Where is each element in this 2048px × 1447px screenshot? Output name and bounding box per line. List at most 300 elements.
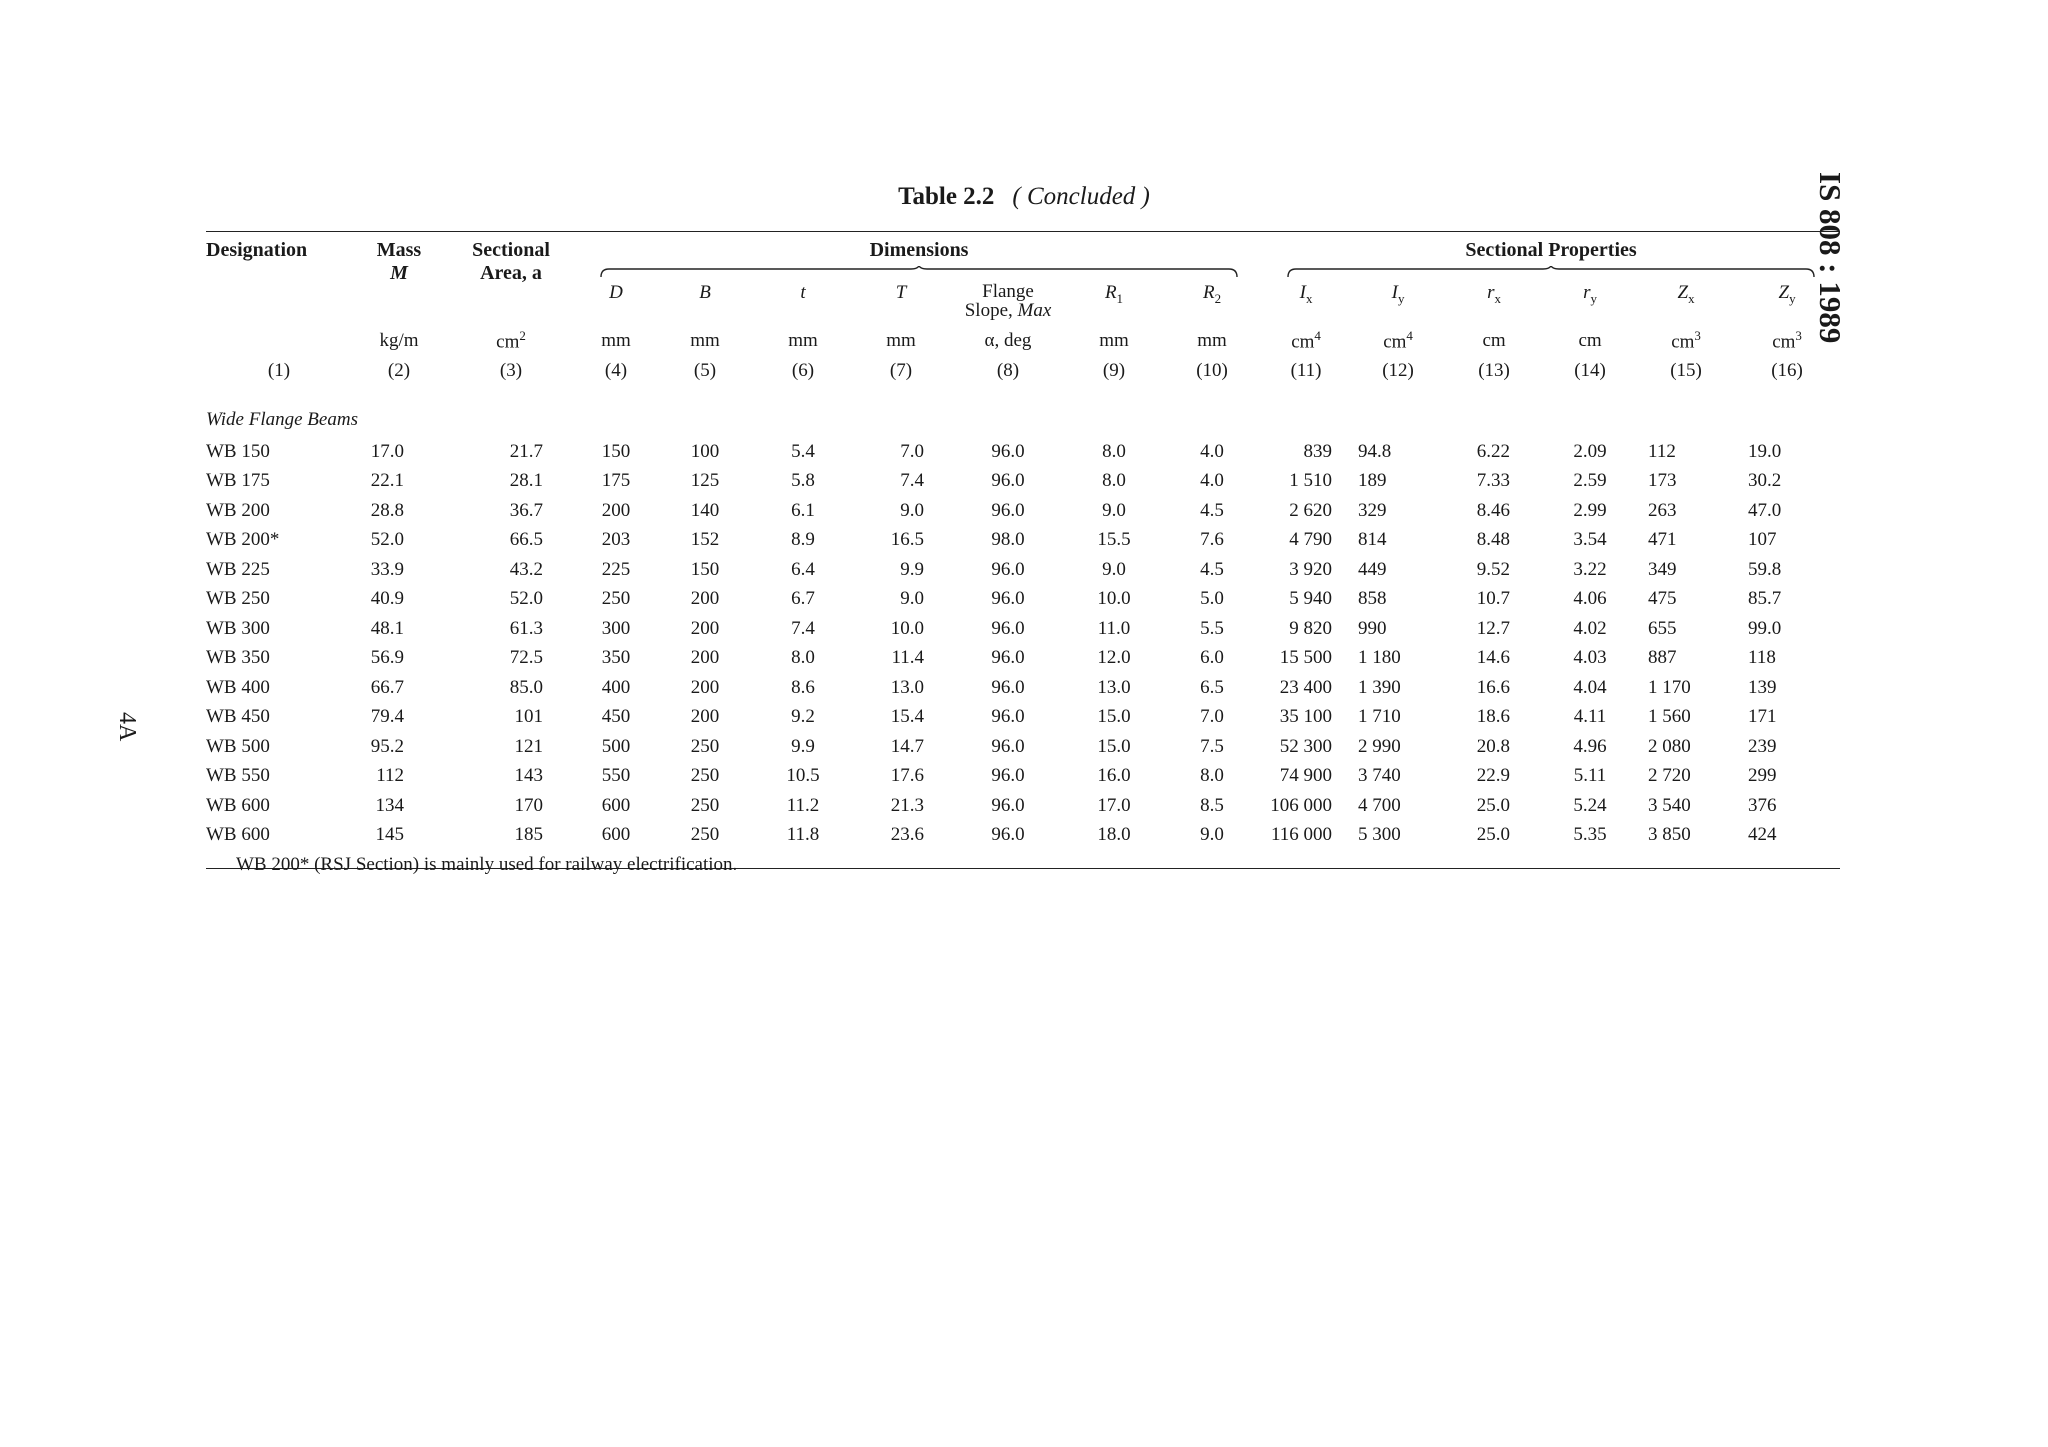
cell-col-13: 22.9 — [1476, 765, 1511, 787]
cell-col-3: 36.7 — [509, 499, 543, 521]
cell-col-15: 263 — [1648, 499, 1677, 521]
cell-col-6: 8.0 — [791, 647, 815, 669]
cell-designation: WB 200* — [206, 529, 280, 551]
cell-col-10: 5.0 — [1200, 588, 1224, 610]
cell-col-7: 23.6 — [890, 824, 924, 846]
cell-col-7: 21.3 — [890, 794, 924, 816]
standard-identifier: IS 808 : 1989 — [1813, 172, 1848, 344]
cell-col-16: 376 — [1748, 794, 1777, 816]
table-row — [206, 526, 1840, 556]
table-row — [206, 791, 1840, 821]
cell-col-3: 143 — [514, 765, 543, 787]
cell-col-13: 7.33 — [1476, 470, 1511, 492]
cell-col-5: 250 — [690, 735, 720, 757]
cell-col-16: 99.0 — [1748, 617, 1782, 639]
cell-col-12: 4 700 — [1358, 794, 1401, 816]
header-row-units — [206, 326, 1840, 356]
cell-col-8: 96.0 — [991, 735, 1025, 757]
cell-col-12: 814 — [1358, 529, 1387, 551]
header-rx: $r_x$ — [1487, 282, 1501, 306]
cell-col-7: 16.5 — [890, 529, 924, 551]
cell-col-16: 47.0 — [1748, 499, 1782, 521]
cell-col-8: 96.0 — [991, 706, 1025, 728]
column-number-11: (11) — [1290, 360, 1322, 381]
cell-col-2: 56.9 — [370, 647, 404, 669]
cell-col-5: 250 — [690, 794, 720, 816]
table-row — [206, 703, 1840, 733]
cell-col-2: 95.2 — [370, 735, 404, 757]
cell-col-13: 10.7 — [1476, 588, 1511, 610]
cell-col-14: 2.09 — [1573, 440, 1607, 462]
table-title-note: ( Concluded ) — [1012, 183, 1150, 210]
cell-col-3: 101 — [514, 706, 543, 728]
cell-col-14: 4.04 — [1573, 676, 1607, 698]
cell-designation: WB 250 — [206, 588, 270, 610]
column-number-6: (6) — [791, 360, 815, 381]
table-body — [206, 386, 1840, 850]
cell-col-11: 106 000 — [1270, 794, 1333, 816]
cell-col-3: 185 — [514, 824, 543, 846]
cell-col-6: 5.4 — [791, 440, 815, 462]
cell-col-15: 1 560 — [1648, 706, 1691, 728]
cell-col-14: 4.11 — [1573, 706, 1607, 728]
cell-col-5: 150 — [690, 558, 720, 580]
cell-col-13: 8.46 — [1476, 499, 1511, 521]
header-row-column-numbers — [206, 356, 1840, 386]
cell-col-11: 15 500 — [1279, 647, 1333, 669]
cell-col-11: 116 000 — [1271, 824, 1333, 846]
cell-col-16: 85.7 — [1748, 588, 1782, 610]
cell-col-5: 200 — [690, 588, 720, 610]
cell-col-8: 96.0 — [991, 676, 1025, 698]
column-number-4: (4) — [604, 360, 628, 381]
cell-col-3: 121 — [514, 735, 543, 757]
page-number: 4A — [114, 712, 140, 742]
cell-col-6: 9.9 — [791, 735, 815, 757]
cell-col-14: 3.22 — [1573, 558, 1607, 580]
header-Ix: $I_x$ — [1299, 282, 1313, 306]
unit-2: kg/m — [379, 330, 419, 351]
cell-col-13: 8.48 — [1476, 529, 1511, 551]
cell-col-12: 990 — [1358, 617, 1387, 639]
cell-col-4: 600 — [601, 824, 631, 846]
cell-col-16: 299 — [1748, 765, 1777, 787]
section-label: Wide Flange Beams — [206, 409, 358, 430]
cell-col-6: 7.4 — [791, 617, 815, 639]
cell-col-10: 6.5 — [1200, 676, 1224, 698]
unit-3: $cm^2$ — [496, 328, 526, 353]
cell-col-15: 2 720 — [1648, 765, 1691, 787]
cell-col-15: 112 — [1648, 440, 1676, 462]
cell-col-3: 72.5 — [509, 647, 543, 669]
cell-col-3: 52.0 — [509, 588, 543, 610]
cell-col-7: 7.4 — [900, 470, 924, 492]
cell-col-16: 30.2 — [1748, 470, 1782, 492]
table-title-number: Table 2.2 — [898, 183, 995, 210]
table-title — [0, 183, 2048, 211]
cell-col-13: 16.6 — [1476, 676, 1511, 698]
cell-col-9: 8.0 — [1102, 440, 1126, 462]
cell-col-4: 203 — [601, 529, 631, 551]
cell-col-12: 2 990 — [1358, 735, 1401, 757]
cell-col-16: 59.8 — [1748, 558, 1782, 580]
cell-col-11: 74 900 — [1279, 765, 1333, 787]
cell-col-8: 96.0 — [991, 558, 1025, 580]
cell-designation: WB 150 — [206, 440, 270, 462]
cell-col-3: 85.0 — [509, 676, 543, 698]
cell-col-13: 12.7 — [1476, 617, 1511, 639]
cell-col-11: 839 — [1303, 440, 1333, 462]
cell-col-6: 5.8 — [791, 470, 815, 492]
cell-col-14: 4.02 — [1573, 617, 1607, 639]
cell-col-13: 9.52 — [1476, 558, 1511, 580]
cell-col-13: 25.0 — [1476, 824, 1511, 846]
header-area: Sectional Area, a — [472, 239, 550, 284]
column-number-1: (1) — [267, 360, 291, 381]
table-row — [206, 762, 1840, 792]
cell-col-16: 107 — [1748, 529, 1777, 551]
unit-4: mm — [601, 330, 631, 351]
cell-col-15: 349 — [1648, 558, 1677, 580]
cell-col-6: 6.1 — [791, 499, 815, 521]
cell-col-10: 4.5 — [1200, 558, 1224, 580]
cell-designation: WB 400 — [206, 676, 270, 698]
cell-designation: WB 600 — [206, 794, 270, 816]
cell-col-4: 300 — [601, 617, 631, 639]
cell-col-13: 14.6 — [1476, 647, 1511, 669]
cell-col-2: 134 — [375, 794, 404, 816]
header-Iy: $I_y$ — [1391, 282, 1405, 306]
cell-col-2: 79.4 — [370, 706, 404, 728]
header-flange-slope: Flange Slope, Max — [964, 281, 1052, 321]
cell-designation: WB 500 — [206, 735, 270, 757]
cell-col-4: 225 — [601, 558, 631, 580]
cell-col-3: 21.7 — [509, 440, 543, 462]
cell-col-4: 175 — [601, 470, 631, 492]
cell-designation: WB 200 — [206, 499, 270, 521]
cell-col-11: 5 940 — [1289, 588, 1333, 610]
cell-col-11: 1 510 — [1289, 470, 1333, 492]
cell-col-4: 550 — [601, 765, 631, 787]
table-row — [206, 614, 1840, 644]
cell-col-8: 96.0 — [991, 499, 1025, 521]
table-row — [206, 732, 1840, 762]
cell-col-14: 2.59 — [1573, 470, 1607, 492]
cell-col-4: 400 — [601, 676, 631, 698]
cell-col-8: 96.0 — [991, 794, 1025, 816]
cell-col-14: 3.54 — [1573, 529, 1607, 551]
cell-col-15: 173 — [1648, 470, 1677, 492]
cell-col-10: 9.0 — [1200, 824, 1224, 846]
cell-col-8: 96.0 — [991, 588, 1025, 610]
cell-col-14: 5.35 — [1573, 824, 1607, 846]
cell-col-5: 100 — [690, 440, 720, 462]
column-number-5: (5) — [693, 360, 717, 381]
table-row — [206, 644, 1840, 674]
cell-col-8: 96.0 — [991, 470, 1025, 492]
cell-col-9: 16.0 — [1097, 765, 1131, 787]
cell-designation: WB 225 — [206, 558, 270, 580]
cell-col-9: 10.0 — [1097, 588, 1131, 610]
cell-col-10: 7.6 — [1200, 529, 1224, 551]
cell-col-10: 4.0 — [1200, 440, 1224, 462]
cell-col-11: 35 100 — [1279, 706, 1333, 728]
footnote: WB 200* (RSJ Section) is mainly used for railway electrification. — [236, 854, 738, 875]
cell-col-15: 1 170 — [1648, 676, 1691, 698]
cell-col-8: 96.0 — [991, 647, 1025, 669]
cell-col-2: 52.0 — [370, 529, 404, 551]
cell-col-7: 17.6 — [890, 765, 924, 787]
cell-col-13: 20.8 — [1476, 735, 1511, 757]
cell-col-5: 250 — [690, 824, 720, 846]
cell-col-6: 6.4 — [791, 558, 815, 580]
cell-col-3: 43.2 — [509, 558, 543, 580]
cell-col-11: 23 400 — [1279, 676, 1333, 698]
header-mass: Mass M — [376, 239, 422, 284]
cell-col-2: 33.9 — [370, 558, 404, 580]
section-row — [206, 386, 1840, 437]
cell-col-6: 8.6 — [791, 676, 815, 698]
unit-8: α, deg — [984, 330, 1032, 351]
column-number-15: (15) — [1670, 360, 1702, 381]
unit-15: $cm^3$ — [1671, 328, 1701, 353]
header-D: D — [609, 282, 623, 303]
column-number-3: (3) — [499, 360, 523, 381]
cell-col-5: 250 — [690, 765, 720, 787]
cell-col-9: 15.5 — [1097, 529, 1131, 551]
cell-col-16: 139 — [1748, 676, 1777, 698]
table-row — [206, 821, 1840, 851]
cell-col-5: 140 — [690, 499, 720, 521]
cell-col-16: 118 — [1748, 647, 1776, 669]
cell-col-10: 4.5 — [1200, 499, 1224, 521]
cell-designation: WB 300 — [206, 617, 270, 639]
table-row — [206, 496, 1840, 526]
column-number-9: (9) — [1102, 360, 1126, 381]
properties-brace — [1286, 266, 1816, 278]
cell-col-15: 887 — [1648, 647, 1677, 669]
cell-col-7: 10.0 — [890, 617, 924, 639]
cell-designation: WB 550 — [206, 765, 270, 787]
cell-col-9: 12.0 — [1097, 647, 1131, 669]
cell-col-9: 17.0 — [1097, 794, 1131, 816]
column-number-2: (2) — [387, 360, 411, 381]
cell-col-15: 655 — [1648, 617, 1677, 639]
cell-col-9: 8.0 — [1102, 470, 1126, 492]
cell-col-5: 200 — [690, 706, 720, 728]
cell-col-13: 6.22 — [1476, 440, 1511, 462]
cell-col-10: 5.5 — [1200, 617, 1224, 639]
cell-col-14: 4.06 — [1573, 588, 1607, 610]
cell-col-14: 4.96 — [1573, 735, 1607, 757]
cell-col-12: 449 — [1358, 558, 1387, 580]
cell-col-13: 18.6 — [1476, 706, 1511, 728]
cell-col-4: 250 — [601, 588, 631, 610]
cell-col-10: 8.5 — [1200, 794, 1224, 816]
cell-col-7: 13.0 — [890, 676, 924, 698]
unit-9: mm — [1099, 330, 1129, 351]
unit-16: $cm^3$ — [1772, 328, 1802, 353]
cell-col-7: 9.9 — [900, 558, 924, 580]
cell-col-4: 500 — [601, 735, 631, 757]
column-number-14: (14) — [1574, 360, 1606, 381]
unit-12: $cm^4$ — [1383, 328, 1413, 353]
cell-col-14: 5.24 — [1573, 794, 1607, 816]
cell-col-6: 11.2 — [786, 794, 820, 816]
cell-col-9: 9.0 — [1102, 558, 1126, 580]
cell-col-12: 1 390 — [1358, 676, 1401, 698]
cell-col-10: 7.5 — [1200, 735, 1224, 757]
cell-col-10: 8.0 — [1200, 765, 1224, 787]
cell-col-12: 3 740 — [1358, 765, 1401, 787]
cell-col-14: 5.11 — [1573, 765, 1607, 787]
header-designation: Designation — [206, 239, 308, 261]
cell-col-15: 2 080 — [1648, 735, 1691, 757]
cell-col-9: 15.0 — [1097, 735, 1131, 757]
cell-col-2: 112 — [376, 765, 404, 787]
cell-col-6: 10.5 — [786, 765, 820, 787]
cell-col-6: 9.2 — [791, 706, 815, 728]
unit-5: mm — [690, 330, 720, 351]
cell-col-8: 98.0 — [991, 529, 1025, 551]
cell-col-16: 424 — [1748, 824, 1777, 846]
cell-designation: WB 175 — [206, 470, 270, 492]
cell-col-7: 15.4 — [890, 706, 924, 728]
header-T: T — [895, 282, 907, 303]
cell-col-9: 15.0 — [1097, 706, 1131, 728]
cell-col-11: 3 920 — [1289, 558, 1333, 580]
cell-col-11: 9 820 — [1289, 617, 1333, 639]
header-dimensions: Dimensions — [576, 231, 1262, 278]
cell-col-9: 13.0 — [1097, 676, 1131, 698]
cell-col-6: 11.8 — [786, 824, 820, 846]
column-number-8: (8) — [996, 360, 1020, 381]
cell-col-3: 66.5 — [509, 529, 543, 551]
table-row — [206, 585, 1840, 615]
cell-col-9: 18.0 — [1097, 824, 1131, 846]
header-R2: $R_2$ — [1202, 282, 1222, 306]
unit-11: $cm^4$ — [1291, 328, 1321, 353]
column-number-16: (16) — [1771, 360, 1803, 381]
cell-col-9: 9.0 — [1102, 499, 1126, 521]
cell-col-12: 858 — [1358, 588, 1387, 610]
unit-7: mm — [886, 330, 916, 351]
cell-col-13: 25.0 — [1476, 794, 1511, 816]
unit-10: mm — [1197, 330, 1227, 351]
header-row-main — [206, 231, 1840, 278]
cell-col-12: 329 — [1358, 499, 1387, 521]
cell-col-2: 28.8 — [370, 499, 404, 521]
cell-col-9: 11.0 — [1097, 617, 1131, 639]
dimensions-brace — [599, 266, 1239, 278]
cell-col-12: 1 180 — [1358, 647, 1401, 669]
cell-col-2: 66.7 — [370, 676, 404, 698]
cell-col-5: 200 — [690, 617, 720, 639]
footnote-row — [206, 850, 1840, 880]
cell-col-5: 200 — [690, 647, 720, 669]
table-row — [206, 437, 1840, 467]
header-Zy: $Z_y$ — [1778, 282, 1796, 306]
cell-col-15: 471 — [1648, 529, 1677, 551]
cell-col-14: 4.03 — [1573, 647, 1607, 669]
cell-col-10: 6.0 — [1200, 647, 1224, 669]
cell-col-2: 17.0 — [370, 440, 404, 462]
header-R1: $R_1$ — [1104, 282, 1124, 306]
cell-col-8: 96.0 — [991, 824, 1025, 846]
cell-col-12: 1 710 — [1358, 706, 1401, 728]
cell-col-2: 22.1 — [370, 470, 404, 492]
cell-col-7: 9.0 — [900, 588, 924, 610]
cell-col-11: 2 620 — [1289, 499, 1333, 521]
cell-col-16: 19.0 — [1748, 440, 1782, 462]
cell-col-12: 94.8 — [1358, 440, 1392, 462]
cell-col-15: 3 540 — [1648, 794, 1691, 816]
cell-col-10: 7.0 — [1200, 706, 1224, 728]
table-row — [206, 673, 1840, 703]
cell-col-6: 6.7 — [791, 588, 815, 610]
cell-col-5: 125 — [690, 470, 720, 492]
header-B: B — [699, 282, 711, 303]
cell-col-4: 350 — [601, 647, 631, 669]
cell-col-7: 7.0 — [900, 440, 924, 462]
cell-col-7: 14.7 — [890, 735, 924, 757]
table-row — [206, 467, 1840, 497]
cell-col-2: 40.9 — [370, 588, 404, 610]
cell-col-12: 5 300 — [1358, 824, 1401, 846]
cell-col-6: 8.9 — [791, 529, 815, 551]
unit-13: cm — [1482, 330, 1506, 351]
unit-1 — [206, 326, 352, 356]
cell-designation: WB 450 — [206, 706, 270, 728]
cell-col-4: 150 — [601, 440, 631, 462]
cell-col-5: 200 — [690, 676, 720, 698]
header-t: t — [800, 282, 806, 303]
cell-col-8: 96.0 — [991, 440, 1025, 462]
cell-col-2: 48.1 — [370, 617, 404, 639]
cell-col-8: 96.0 — [991, 617, 1025, 639]
unit-14: cm — [1578, 330, 1602, 351]
cell-col-2: 145 — [375, 824, 404, 846]
cell-col-15: 3 850 — [1648, 824, 1691, 846]
cell-col-4: 600 — [601, 794, 631, 816]
column-number-12: (12) — [1382, 360, 1414, 381]
cell-designation: WB 600 — [206, 824, 270, 846]
cell-col-11: 52 300 — [1279, 735, 1333, 757]
unit-6: mm — [788, 330, 818, 351]
cell-col-16: 171 — [1748, 706, 1777, 728]
header-Zx: $Z_x$ — [1677, 282, 1695, 306]
cell-col-3: 61.3 — [509, 617, 543, 639]
cell-col-16: 239 — [1748, 735, 1777, 757]
column-number-13: (13) — [1478, 360, 1510, 381]
cell-designation: WB 350 — [206, 647, 270, 669]
cell-col-7: 9.0 — [900, 499, 924, 521]
cell-col-8: 96.0 — [991, 765, 1025, 787]
cell-col-11: 4 790 — [1289, 529, 1333, 551]
column-number-7: (7) — [889, 360, 913, 381]
cell-col-4: 450 — [601, 706, 631, 728]
steel-section-table — [206, 231, 1840, 880]
column-number-10: (10) — [1196, 360, 1228, 381]
cell-col-3: 170 — [514, 794, 543, 816]
cell-col-4: 200 — [601, 499, 631, 521]
cell-col-14: 2.99 — [1573, 499, 1607, 521]
cell-col-15: 475 — [1648, 588, 1677, 610]
table-row — [206, 555, 1840, 585]
cell-col-10: 4.0 — [1200, 470, 1224, 492]
header-sectional-properties: Sectional Properties — [1262, 231, 1840, 278]
header-ry: $r_y$ — [1583, 282, 1597, 306]
